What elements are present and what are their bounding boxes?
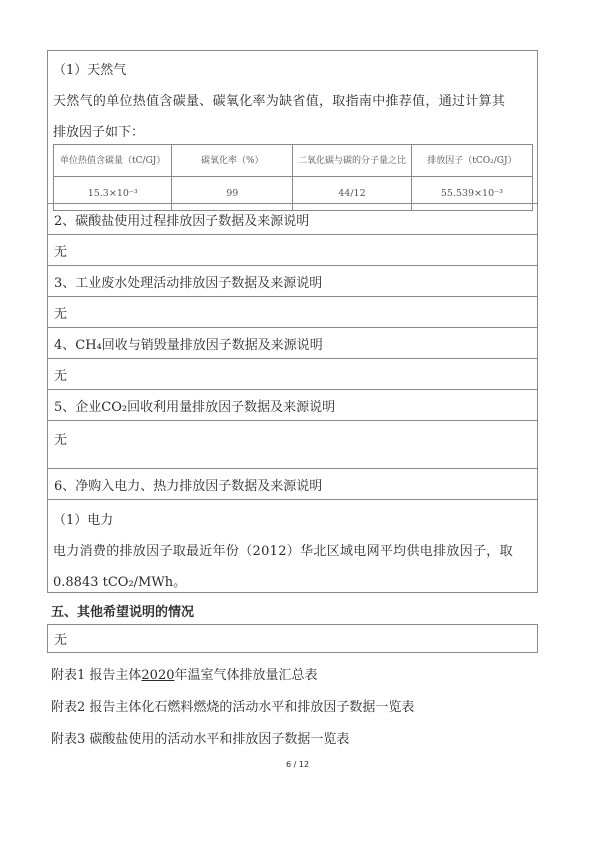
appendix-item — [51, 664, 318, 683]
row-title-wastewater: 3、工业废水处理活动排放因子数据及来源说明 — [47, 266, 538, 297]
natural-gas-desc-line2: 排放因子如下： — [53, 125, 145, 140]
row-value-ch4: 无 — [47, 359, 538, 390]
table-header-cell: 碳氧化率（%） — [172, 145, 293, 177]
row-title-co2: 5、企业CO₂回收利用量排放因子数据及来源说明 — [47, 390, 538, 421]
table-cell: 44/12 — [293, 177, 412, 211]
section-five-title: 五、其他希望说明的情况 — [51, 605, 195, 620]
section6-desc-line1: 电力消费的排放因子取最近年份（2012）华北区域电网平均供电排放因子，取 — [53, 544, 513, 559]
table-cell: 15.3×10⁻³ — [54, 177, 172, 211]
natural-gas-label: （1）天然气 — [53, 63, 127, 78]
table-cell: 99 — [172, 177, 293, 211]
section6-desc-line2: 0.8843 tCO₂/MWh。 — [53, 575, 187, 590]
appendix-prefix: 附表1 报告主体 — [51, 668, 142, 683]
natural-gas-desc-line1: 天然气的单位热值含碳量、碳氧化率为缺省值，取指南中推荐值，通过计算其 — [53, 94, 506, 109]
table-header-cell: 单位热值含碳量（tC/GJ） — [54, 145, 172, 177]
appendix-prefix: 附表2 报告主体化石燃料燃烧的活动水平和排放因子数据一览表 — [51, 700, 415, 715]
appendix-year: 2020 — [141, 668, 175, 683]
emission-factor-table — [53, 144, 533, 211]
table-header-cell: 二氧化碳与碳的分子量之比 — [293, 145, 412, 177]
page-number: 6 / 12 — [286, 760, 310, 769]
row-value-wastewater: 无 — [47, 297, 538, 328]
table-header-row — [54, 145, 533, 177]
appendix-item — [51, 696, 414, 715]
appendix-item — [51, 728, 349, 747]
appendix-suffix: 年温室气体排放量汇总表 — [174, 668, 318, 683]
row-value-carbonate: 无 — [47, 235, 538, 266]
section6-title: 6、净购入电力、热力排放因子数据及来源说明 — [47, 469, 538, 500]
row-value-co2: 无 — [47, 421, 538, 469]
section-five-box — [47, 624, 538, 653]
table-cell: 55.539×10⁻³ — [411, 177, 532, 211]
appendix-prefix: 附表3 碳酸盐使用的活动水平和排放因子数据一览表 — [51, 732, 350, 747]
section6-sub-label: （1）电力 — [53, 513, 114, 528]
row-title-ch4: 4、CH₄回收与销毁量排放因子数据及来源说明 — [47, 328, 538, 359]
table-header-cell: 排放因子（tCO₂/GJ） — [411, 145, 532, 177]
row-title-carbonate: 2、碳酸盐使用过程排放因子数据及来源说明 — [47, 204, 538, 235]
section-five-value: 无 — [54, 633, 68, 648]
